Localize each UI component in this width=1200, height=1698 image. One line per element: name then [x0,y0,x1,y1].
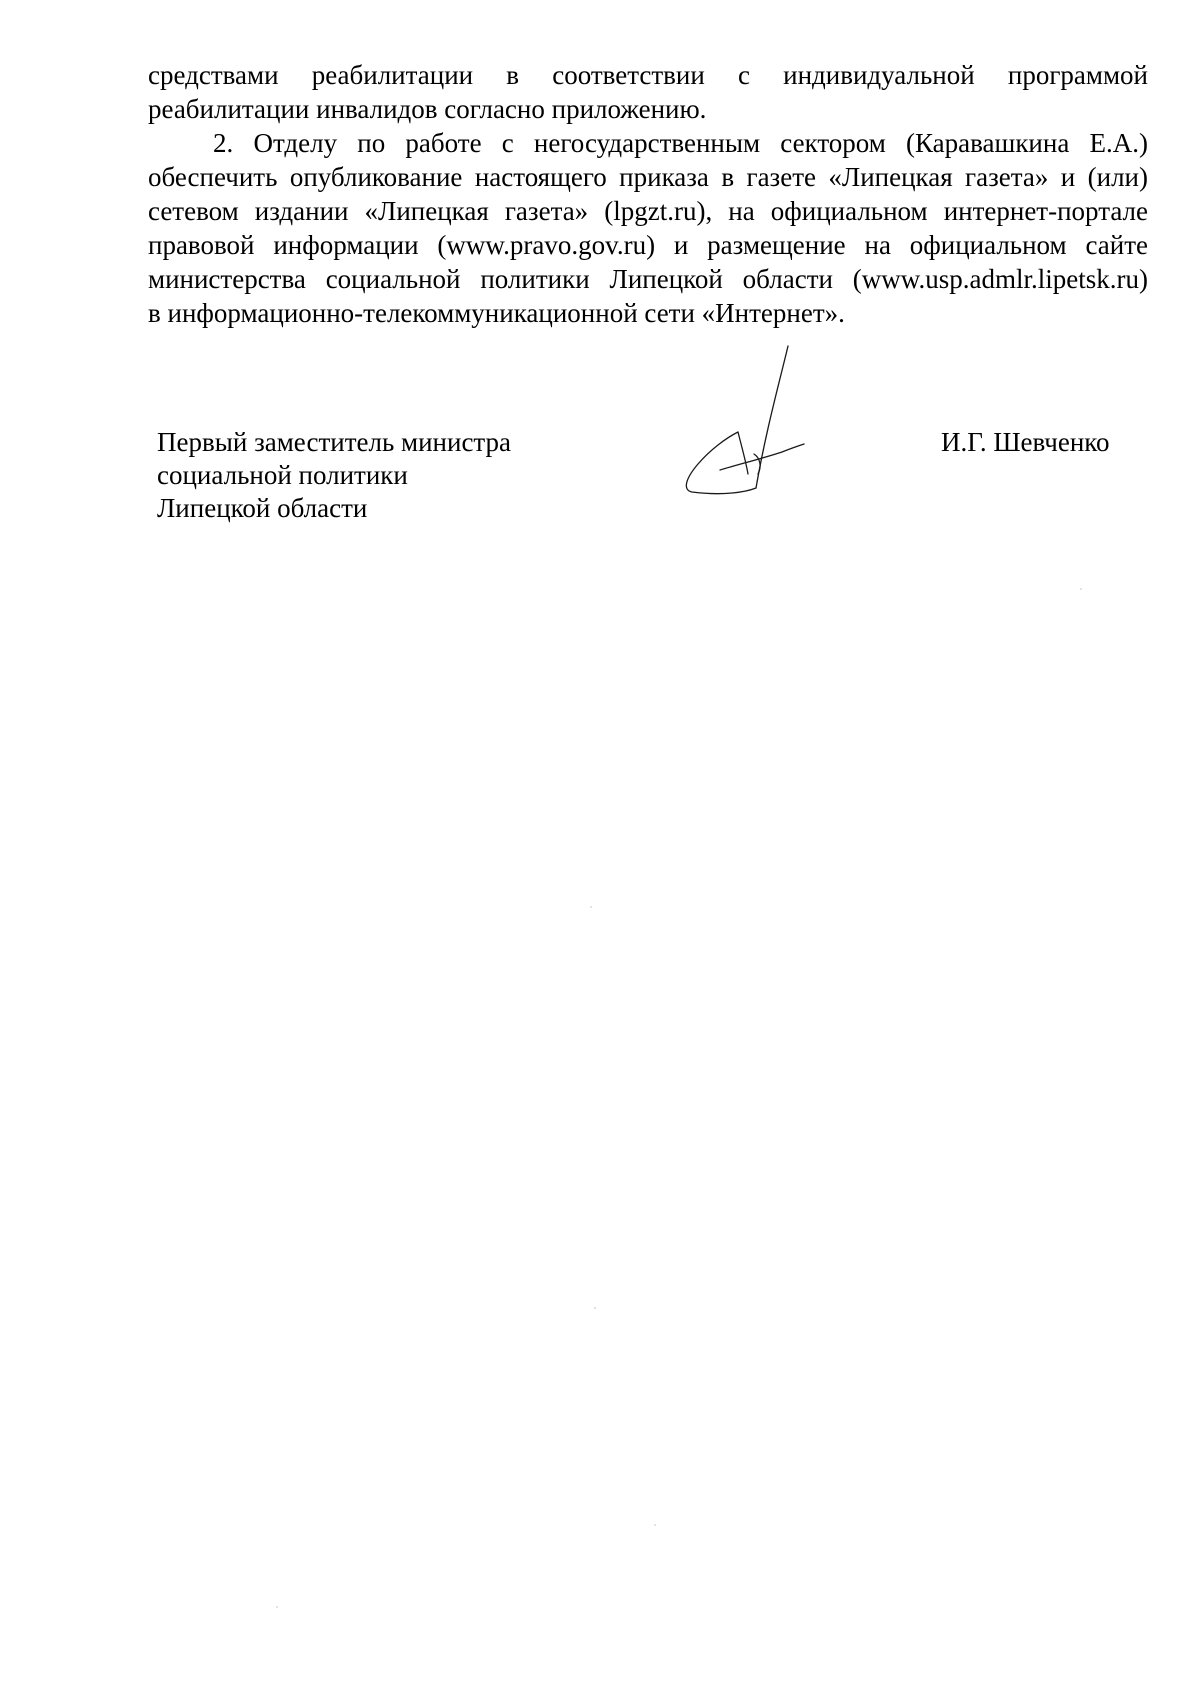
position-line: Липецкой области [157,493,368,523]
document-body [148,58,1148,330]
paragraph-line: правовой информации (www.pravo.gov.ru) и размещение на официальном сайте [148,230,1148,260]
paragraph-1 [148,58,1148,126]
signatory-name: И.Г. Шевченко [941,427,1110,457]
scan-speck [1080,588,1082,590]
paragraph-2 [148,126,1148,330]
scan-speck [590,906,592,908]
scan-speck [276,1606,278,1608]
scan-speck [594,1307,596,1309]
paragraph-line: средствами реабилитации в соответствии с индивидуальной программой [148,60,1148,90]
paragraph-line: министерства социальной политики Липецкой области (www.usp.admlr.lipetsk.ru) [148,264,1148,294]
paragraph-line: обеспечить опубликование настоящего приказа в газете «Липецкая газета» и (или) [148,162,1148,192]
paragraph-line: 2. Отделу по работе с негосударственным сектором (Каравашкина Е.А.) [213,128,1148,158]
handwritten-signature-icon [680,340,820,500]
paragraph-line: реабилитации инвалидов согласно приложению. [148,94,707,124]
position-line: социальной политики [157,460,408,490]
position-line: Первый заместитель министра [157,427,512,457]
signatory-position [157,426,511,525]
paragraph-line: в информационно-телекоммуникационной сети «Интернет». [148,298,845,328]
scan-speck [654,1524,656,1526]
paragraph-line: сетевом издании «Липецкая газета» (lpgzt.ru), на официальном интернет-портале [148,196,1148,226]
